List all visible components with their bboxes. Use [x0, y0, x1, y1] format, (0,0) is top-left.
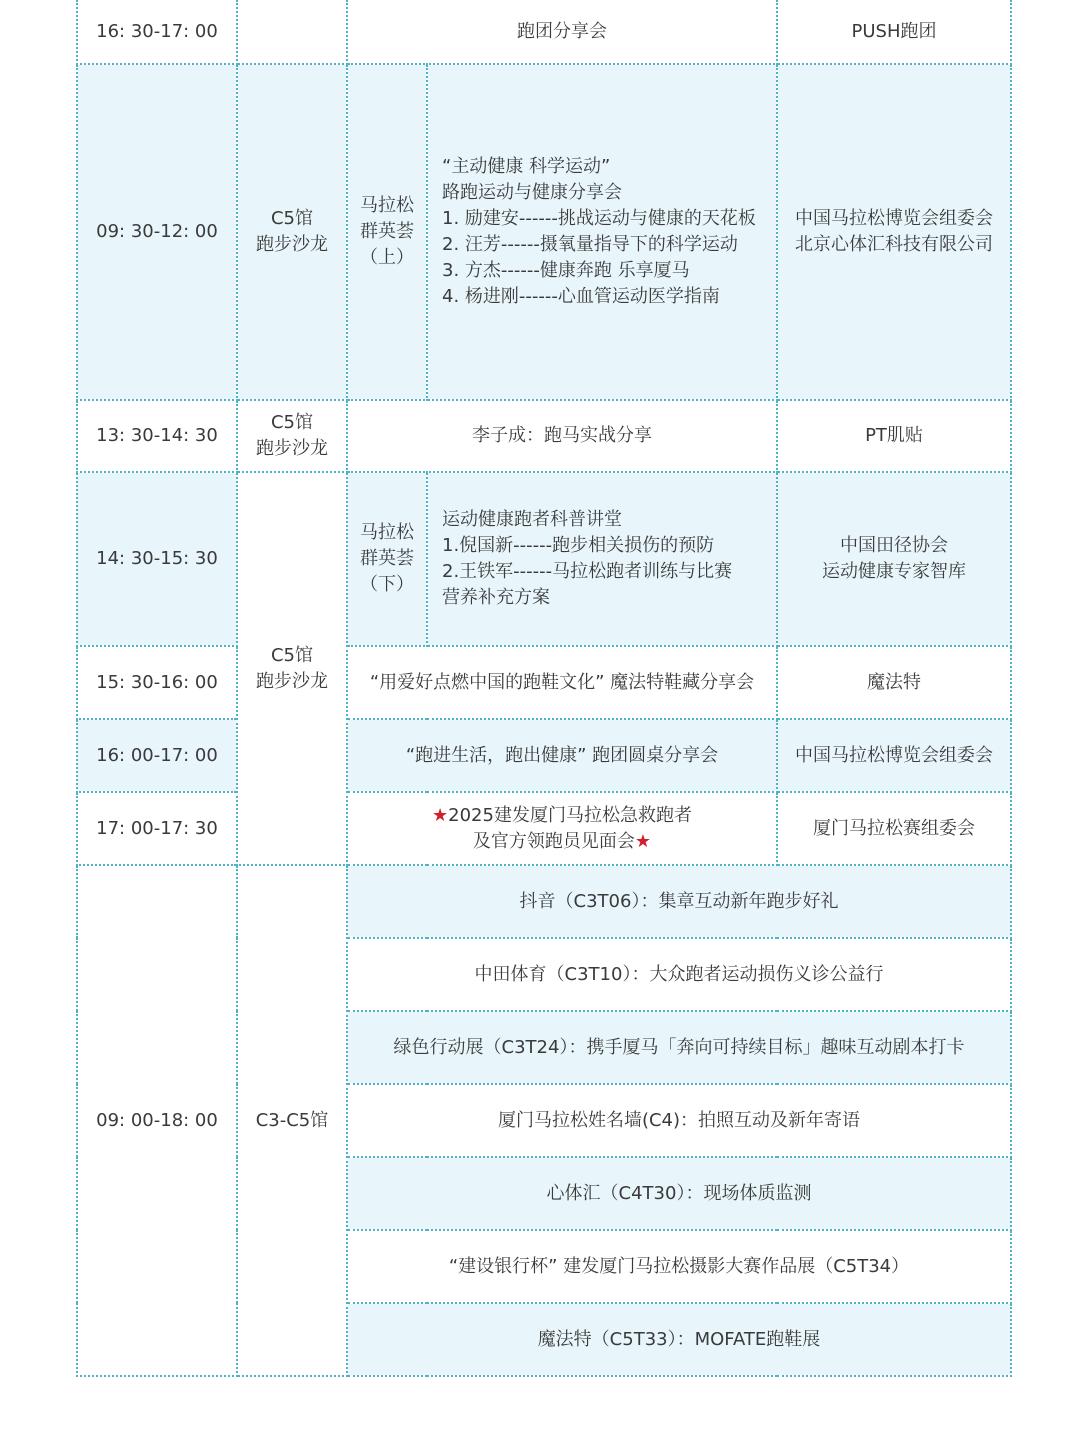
content-cell: “主动健康 科学运动” 路跑运动与健康分享会 1. 励建安------挑战运动与健康的天花板 2. 汪芳------摄氧量指导下的科学运动 3. 方杰------健康奔跑 乐享厦马 4. 杨进刚------心血管运动医学指南 — [427, 64, 777, 400]
time-cell: 09: 30-12: 00 — [77, 64, 237, 400]
session-cell: 马拉松 群英荟 （上） — [347, 64, 427, 400]
star-icon: ★ — [634, 830, 652, 852]
time-cell: 17: 00-17: 30 — [77, 792, 237, 865]
content-cell: “用爱好点燃中国的跑鞋文化” 魔法特鞋藏分享会 — [347, 646, 777, 719]
schedule-row — [77, 0, 1011, 64]
venue-cell: C5馆 跑步沙龙 — [237, 400, 347, 472]
booth-item: “建设银行杯” 建发厦门马拉松摄影大赛作品展（C5T34） — [347, 1230, 1011, 1303]
content-cell: 李子成：跑马实战分享 — [347, 400, 777, 472]
organizer-cell: 厦门马拉松赛组委会 — [777, 792, 1011, 865]
schedule-row — [77, 865, 1011, 938]
booth-item: 心体汇（C4T30）：现场体质监测 — [347, 1157, 1011, 1230]
booth-item: 厦门马拉松姓名墙(C4)：拍照互动及新年寄语 — [347, 1084, 1011, 1157]
organizer-cell: 中国田径协会 运动健康专家智库 — [777, 472, 1011, 646]
booth-item: 绿色行动展（C3T24）：携手厦马「奔向可持续目标」趣味互动剧本打卡 — [347, 1011, 1011, 1084]
venue-cell: C5馆 跑步沙龙 — [237, 472, 347, 865]
content-cell: 跑团分享会 — [347, 0, 777, 64]
booth-item: 抖音（C3T06）：集章互动新年跑步好礼 — [347, 865, 1011, 938]
booth-item: 中田体育（C3T10）：大众跑者运动损伤义诊公益行 — [347, 938, 1011, 1011]
time-cell: 13: 30-14: 30 — [77, 400, 237, 472]
time-cell: 14: 30-15: 30 — [77, 472, 237, 646]
schedule-row — [77, 472, 1011, 646]
venue-cell — [237, 0, 347, 64]
event-title-line2: 及官方领跑员见面会 — [472, 830, 635, 852]
schedule-row — [77, 792, 1011, 865]
organizer-cell: PT肌贴 — [777, 400, 1011, 472]
booth-item: 魔法特（C5T33）：MOFATE跑鞋展 — [347, 1303, 1011, 1376]
schedule-row — [77, 719, 1011, 792]
time-cell: 15: 30-16: 00 — [77, 646, 237, 719]
event-title-line1: 2025建发厦门马拉松急救跑者 — [448, 804, 692, 826]
content-cell — [347, 792, 777, 865]
content-cell: 运动健康跑者科普讲堂 1.倪国新------跑步相关损伤的预防 2.王铁军------马拉松跑者训练与比赛 营养补充方案 — [427, 472, 777, 646]
time-cell: 09: 00-18: 00 — [77, 865, 237, 1376]
organizer-cell: 中国马拉松博览会组委会 北京心体汇科技有限公司 — [777, 64, 1011, 400]
time-cell: 16: 00-17: 00 — [77, 719, 237, 792]
time-cell: 16: 30-17: 00 — [77, 0, 237, 64]
venue-cell: C5馆 跑步沙龙 — [237, 64, 347, 400]
session-cell: 马拉松 群英荟 （下） — [347, 472, 427, 646]
content-cell: “跑进生活，跑出健康” 跑团圆桌分享会 — [347, 719, 777, 792]
organizer-cell: 魔法特 — [777, 646, 1011, 719]
organizer-cell: 中国马拉松博览会组委会 — [777, 719, 1011, 792]
venue-cell: C3-C5馆 — [237, 865, 347, 1376]
star-icon: ★ — [432, 804, 449, 826]
schedule-row — [77, 400, 1011, 472]
organizer-cell: PUSH跑团 — [777, 0, 1011, 64]
schedule-row — [77, 64, 1011, 400]
schedule-row — [77, 646, 1011, 719]
schedule-table — [76, 0, 1012, 1377]
